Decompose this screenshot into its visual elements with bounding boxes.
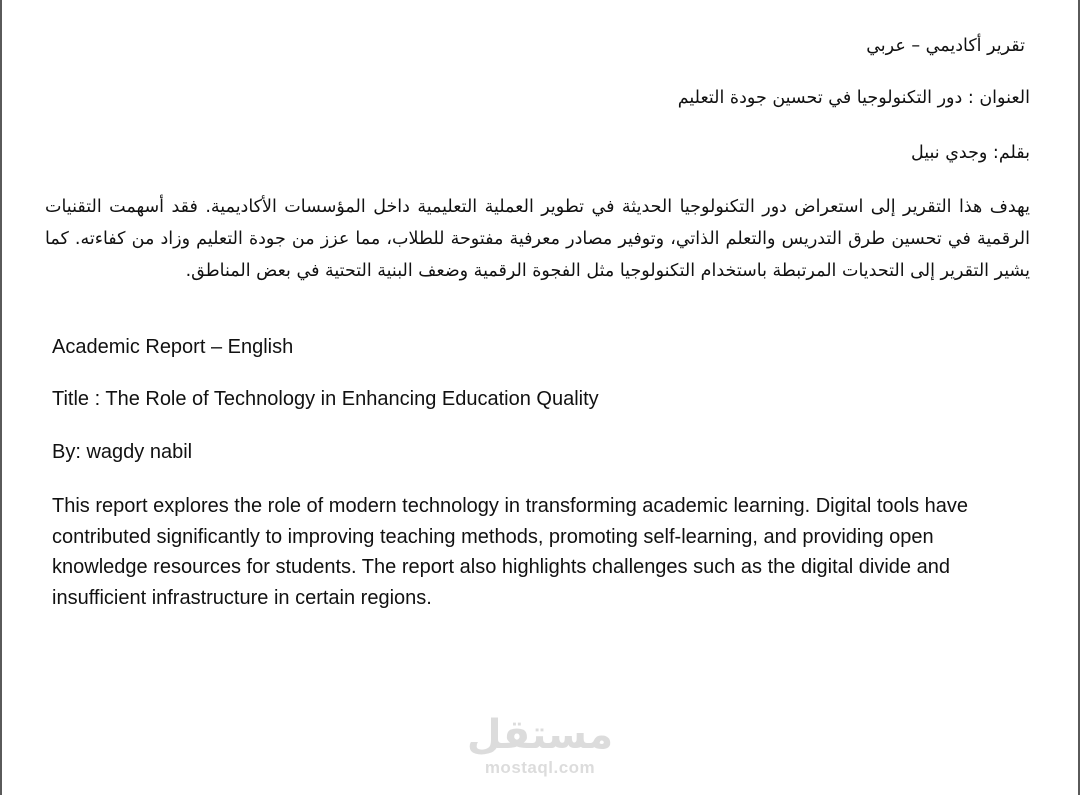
- arabic-report-abstract: يهدف هذا التقرير إلى استعراض دور التكنولوجيا الحديثة في تطوير العملية التعليمية داخل المؤسسات الأكاديمية. فقد أسهمت التقنيات الرقمية في تحسين طرق التدريس والتعلم الذاتي، وتوفير مصادر معرفية مفتوحة للطلاب، مما عزز من جودة التعليم وزاد من كفاءته. كما يشير التقرير إلى التحديات المرتبطة باستخدام التكنولوجيا مثل الفجوة الرقمية وضعف البنية التحتية في بعض المناطق.: [45, 197, 1030, 281]
- mostaql-watermark: [440, 712, 640, 778]
- english-report-title: Academic Report – English: [52, 336, 294, 358]
- english-report-abstract: This report explores the role of modern technology in transforming academic learning. Digital tools have contributed significantly to improving teaching methods, promoting self-learning, and providing open knowledge resources for students. The report also highlights challenges such as the digital divide and insufficient infrastructure in certain regions.: [52, 495, 969, 609]
- english-report-heading: Title : The Role of Technology in Enhancing Education Quality: [52, 388, 599, 410]
- watermark-latin-logo: mostaql.com: [484, 758, 596, 777]
- english-report-author: By: wagdy nabil: [52, 441, 193, 463]
- arabic-report-title: تقرير أكاديمي – عربي: [866, 36, 1025, 56]
- watermark-arabic-logo: مستقل: [466, 712, 614, 758]
- arabic-report-heading: العنوان : دور التكنولوجيا في تحسين جودة التعليم: [677, 88, 1030, 108]
- arabic-report-author: بقلم: وجدي نبيل: [910, 143, 1030, 163]
